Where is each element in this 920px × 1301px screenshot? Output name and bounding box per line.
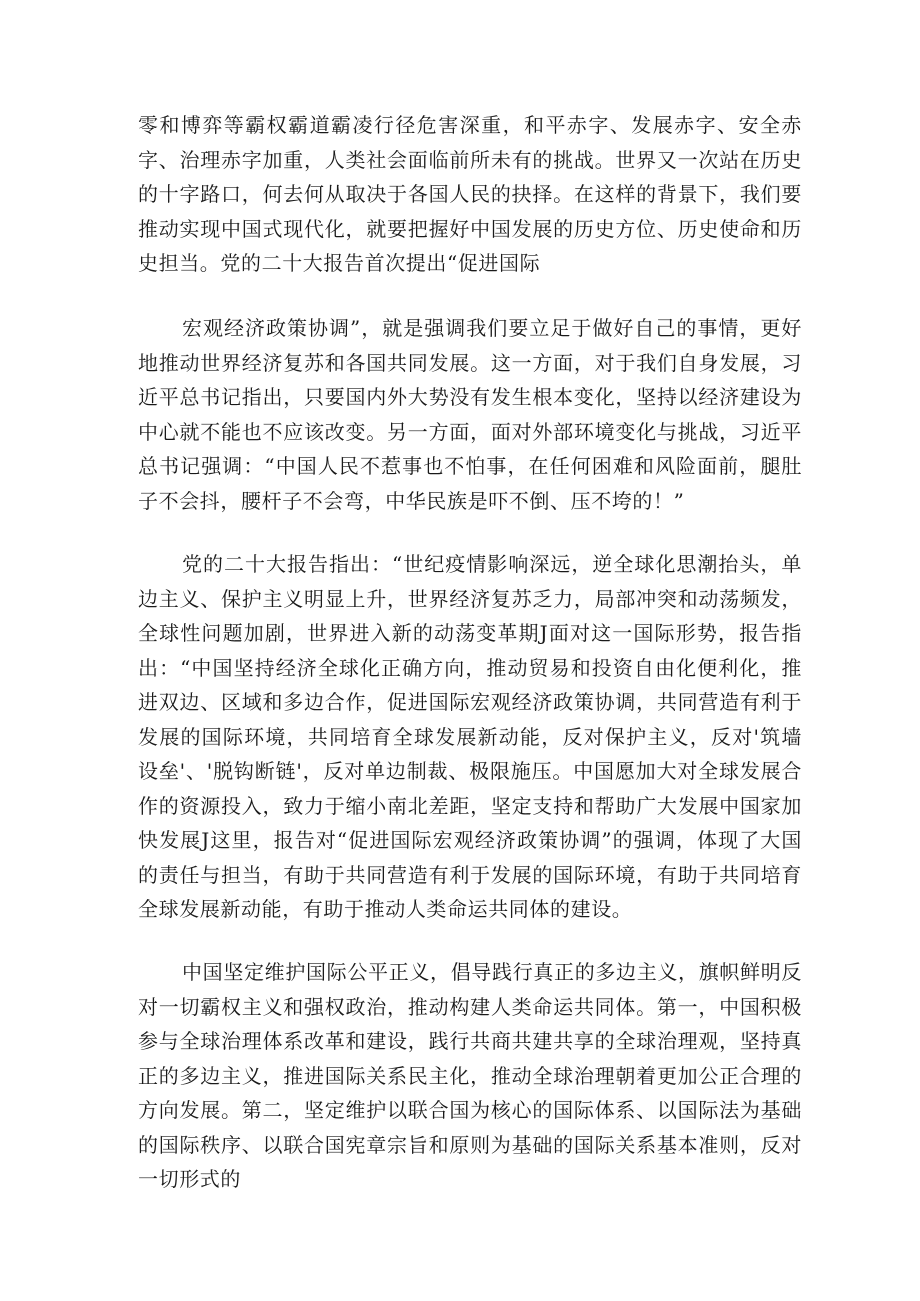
paragraph-3: 党的二十大报告指出：“世纪疫情影响深远，逆全球化思潮抬头，单边主义、保护主义明显上升，世界经济复苏乏力，局部冲突和动荡频发，全球性问题加剧，世界进入新的动荡变革期J面对这一国际形势，报告指出：“中国坚持经济全球化正确方向，推动贸易和投资自由化便利化，推进双边、区域和多边合作，促进国际宏观经济政策协调，共同营造有利于发展的国际环境，共同培育全球发展新动能，反对保护主义，反对'筑墙设垒'、'脱钩断链'，反对单边制裁、极限施压。中国愿加大对全球发展合作的资源投入，致力于缩小南北差距，坚定支持和帮助广大发展中国家加快发展J这里，报告对“促进国际宏观经济政策协调”的强调，体现了大国的责任与担当，有助于共同营造有利于发展的国际环境，有助于共同培育全球发展新动能，有助于推动人类命运共同体的建设。	[138, 552, 802, 921]
paragraph-2: 宏观经济政策协调”，就是强调我们要立足于做好自己的事情，更好地推动世界经济复苏和各国共同发展。这一方面，对于我们自身发展，习近平总书记指出，只要国内外大势没有发生根本变化，坚持以经济建设为中心就不能也不应该改变。另一方面，面对外部环境变化与挑战，习近平总书记强调：“中国人民不惹事也不怕事，在任何困难和风险面前，腿肚子不会抖，腰杆子不会弯，中华民族是吓不倒、压不垮的！”	[138, 316, 802, 513]
paragraph-4: 中国坚定维护国际公平正义，倡导践行真正的多边主义，旗帜鲜明反对一切霸权主义和强权政治，推动构建人类命运共同体。第一，中国积极参与全球治理体系改革和建设，践行共商共建共享的全球治理观，坚持真正的多边主义，推进国际关系民主化，推动全球治理朝着更加公正合理的方向发展。第二，坚定维护以联合国为核心的国际体系、以国际法为基础的国际秩序、以联合国宪章宗旨和原则为基础的国际关系基本准则，反对一切形式的	[138, 960, 802, 1191]
paragraph-1: 零和博弈等霸权霸道霸凌行径危害深重，和平赤字、发展赤字、安全赤字、治理赤字加重，人类社会面临前所未有的挑战。世界又一次站在历史的十字路口，何去何从取决于各国人民的抉择。在这样的背景下，我们要推动实现中国式现代化，就要把握好中国发展的历史方位、历史使命和历史担当。党的二十大报告首次提出“促进国际	[138, 113, 802, 275]
